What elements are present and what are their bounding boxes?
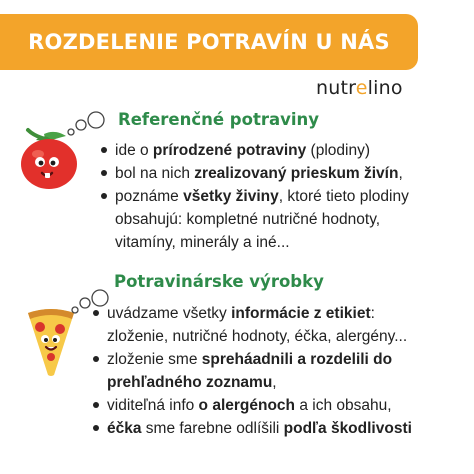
list-item: vitamíny, minerály a iné... [115, 234, 290, 251]
list-item: prehľadného zoznamu, [107, 374, 277, 391]
page-title: ROZDELENIE POTRAVÍN U NÁS [28, 30, 390, 54]
list-item: viditeľná info o alergénoch a ich obsahu, [92, 394, 412, 417]
list-item: zloženie, nutričné hodnoty, éčka, alergény... [107, 328, 408, 345]
list-item: ide o prírodzené potraviny (plodiny) [100, 139, 409, 162]
nutrelino-logo: nutrelino [316, 77, 403, 99]
section-heading-products: Potravinárske výrobky [114, 272, 324, 291]
list-item: zloženie sme spreháadnili a rozdelili do [92, 348, 412, 371]
list-item: obsahujú: kompletné nutričné hodnoty, [115, 211, 381, 228]
title-banner [0, 14, 418, 70]
list-item: bol na nich zrealizovaný prieskum živín, [100, 162, 409, 185]
list-item: uvádzame všetky informácie z etikiet: [92, 302, 412, 325]
thought-bubble-icon [66, 110, 106, 138]
section-heading-reference: Referenčné potraviny [118, 110, 320, 129]
list-item: poznáme všetky živiny, ktoré tieto plodiny [100, 185, 409, 208]
list-item: éčka sme farebne odlíšili podľa škodlivosti [92, 417, 412, 440]
reference-bullet-list [100, 139, 409, 254]
products-bullet-list [92, 302, 412, 440]
